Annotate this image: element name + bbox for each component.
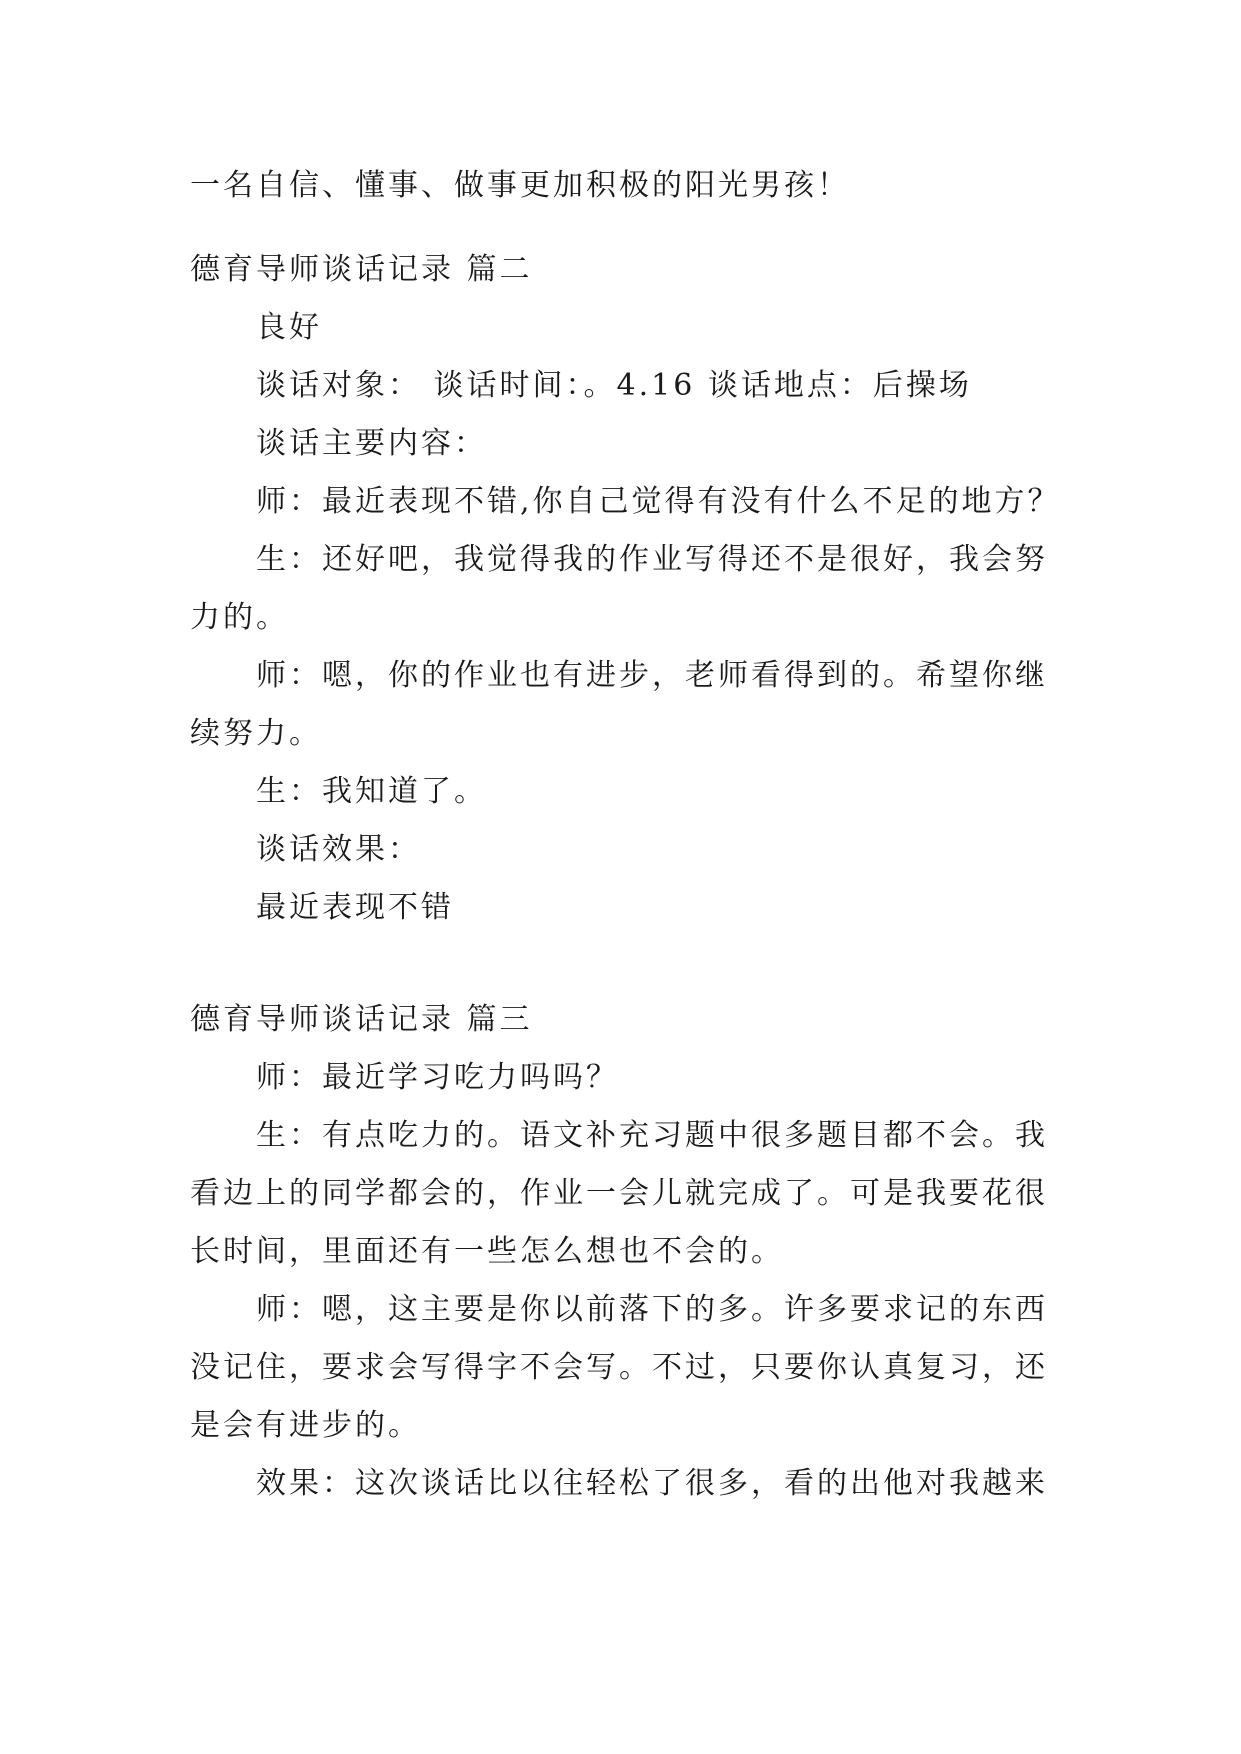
section3-line: 看边上的同学都会的，作业一会儿就完成了。可是我要花很	[190, 1176, 1048, 1211]
section2-rating: 良好	[256, 310, 322, 345]
section3-line: 师：嗯，这主要是你以前落下的多。许多要求记的东西	[256, 1292, 1048, 1327]
dialogue-line: 续努力。	[190, 716, 322, 751]
section2-heading: 德育导师谈话记录 篇二	[190, 252, 533, 287]
section3-heading: 德育导师谈话记录 篇三	[190, 1002, 533, 1037]
dialogue-line: 师：最近表现不错,你自己觉得有没有什么不足的地方？	[256, 484, 1061, 519]
dialogue-line: 师：嗯，你的作业也有进步，老师看得到的。希望你继	[256, 658, 1048, 693]
dialogue-line: 力的。	[190, 600, 289, 635]
section2-effect-text: 最近表现不错	[256, 890, 454, 925]
dialogue-line: 生：我知道了。	[256, 774, 487, 809]
section3-line: 是会有进步的。	[190, 1408, 421, 1443]
intro-line: 一名自信、懂事、做事更加积极的阳光男孩！	[190, 168, 850, 203]
section3-line: 长时间，里面还有一些怎么想也不会的。	[190, 1234, 784, 1269]
section2-content-label: 谈话主要内容：	[256, 426, 487, 461]
section2-info: 谈话对象： 谈话时间：。4.16 谈话地点：后操场	[256, 368, 972, 403]
section3-line: 师：最近学习吃力吗吗？	[256, 1060, 619, 1095]
section3-line: 生：有点吃力的。语文补充习题中很多题目都不会。我	[256, 1118, 1048, 1153]
dialogue-line: 生：还好吧，我觉得我的作业写得还不是很好，我会努	[256, 542, 1048, 577]
section3-line: 效果：这次谈话比以往轻松了很多，看的出他对我越来	[256, 1466, 1048, 1501]
section3-line: 没记住，要求会写得字不会写。不过，只要你认真复习，还	[190, 1350, 1048, 1385]
section2-effect-label: 谈话效果：	[256, 832, 421, 867]
